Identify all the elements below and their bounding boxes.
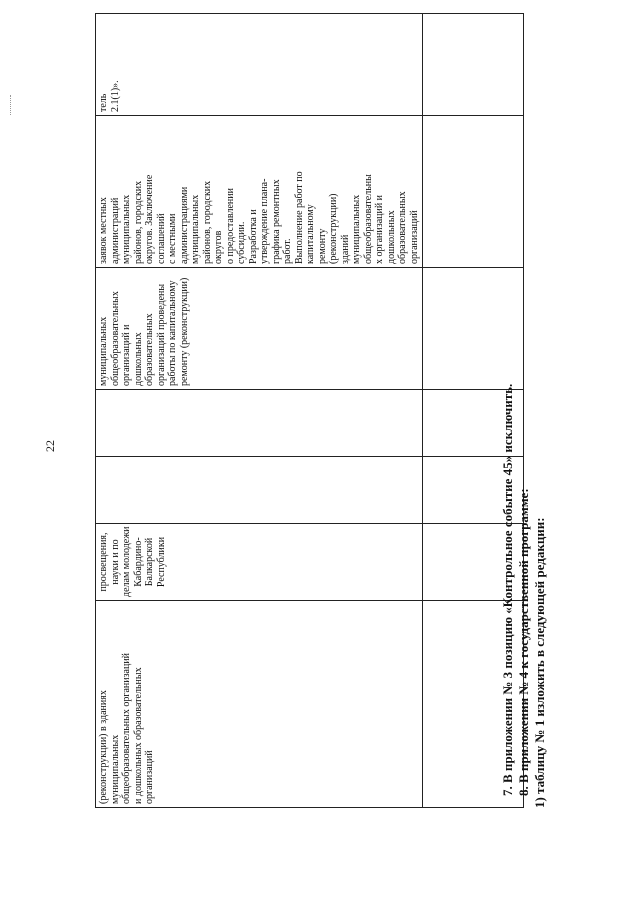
cell-start-date (96, 457, 423, 524)
cell-text-line: с местными (167, 213, 178, 264)
cell-text-line: ремонту (316, 228, 328, 264)
document-table-container (95, 63, 500, 808)
margin-mark (10, 95, 12, 115)
cell-implementation-steps (96, 116, 423, 268)
cell-text-line: администрациями (178, 186, 190, 264)
cell-text-line: округов (213, 230, 224, 264)
cell-text-line: х организаций и (374, 194, 385, 264)
cell-text-line: дошкольных (132, 332, 144, 386)
cell-text-line: Республики (155, 536, 167, 588)
table-cell (423, 14, 524, 116)
cell-end-date (96, 390, 423, 457)
cell-text-line: (реконструкции) (328, 193, 339, 264)
page-number: 22 (43, 440, 57, 452)
cell-text-line: делам молодежи (121, 526, 132, 597)
cell-text-line: о предоставлении (224, 188, 236, 264)
cell-text-line: Разработка и (247, 209, 259, 264)
cell-text-line: организаций (144, 750, 155, 804)
cell-text-line: муниципальных (98, 316, 109, 386)
document-notes (500, 248, 548, 808)
cell-text-line: работы по капитальному (167, 280, 178, 386)
cell-text-line: районов, городских (132, 180, 144, 264)
cell-text-line: образовательных (397, 191, 408, 264)
cell-text-line: и дошкольных образовательных (132, 667, 144, 804)
cell-expected-result (96, 268, 423, 390)
note-item-8: 8. В приложении № 4 к государственной программе: (516, 488, 531, 796)
cell-event-description (96, 601, 423, 808)
cell-text-line: муниципальных (121, 194, 132, 264)
cell-text-line: 2.1(1)». (109, 80, 121, 112)
cell-text-line: муниципальных (109, 734, 121, 804)
document-table (95, 13, 524, 808)
cell-text-line: утверждение плана- (259, 178, 270, 264)
cell-text-line: тель (98, 93, 109, 112)
cell-text-line: образовательных (144, 313, 155, 386)
cell-text-line: графика ремонтных (270, 179, 282, 264)
note-subitem-1: 1) таблицу № 1 изложить в следующей редакции: (532, 517, 547, 808)
cell-text-line: муниципальных (351, 194, 362, 264)
cell-responsible-ministry (96, 524, 423, 601)
cell-text-line: просвещения, (98, 532, 109, 592)
cell-text-line: ремонту (реконструкции) (178, 277, 190, 386)
cell-text-line: заявок местных (98, 197, 109, 264)
cell-text-line: работ. (282, 238, 293, 264)
cell-text-line: общеобразовательных организаций (121, 652, 132, 804)
table-row (96, 14, 423, 808)
cell-text-line: районов, городских (201, 180, 213, 264)
cell-text-line: зданий (339, 234, 351, 264)
table-cell (423, 116, 524, 268)
cell-text-line: организаций и (121, 324, 132, 386)
cell-text-line: дошкольных (385, 210, 397, 264)
cell-text-line: капитальному (305, 204, 316, 264)
cell-indicator-link (96, 14, 423, 116)
cell-text-line: Выполнение работ по (293, 171, 305, 264)
cell-text-line: округов. Заключение (144, 174, 155, 264)
cell-text-line: организаций (408, 210, 420, 264)
cell-text-line: администраций (109, 197, 121, 264)
cell-text-line: муниципальных (190, 194, 201, 264)
cell-text-line: субсидии. (236, 221, 247, 264)
cell-text-line: организаций проведены (155, 283, 167, 386)
cell-text-line: общеобразовательны (362, 174, 374, 264)
note-item-7: 7. В приложении № 3 позицию «Контрольное событие 45» исключить. (500, 383, 515, 796)
cell-text-line: общеобразовательных (109, 291, 121, 386)
cell-text-line: Балкарской (144, 537, 155, 587)
cell-text-line: Кабардино- (132, 537, 144, 587)
cell-text-line: науки и по (109, 539, 121, 585)
cell-text-line: соглашений (155, 213, 167, 264)
cell-text-line: (реконструкции) в зданиях (98, 690, 109, 804)
